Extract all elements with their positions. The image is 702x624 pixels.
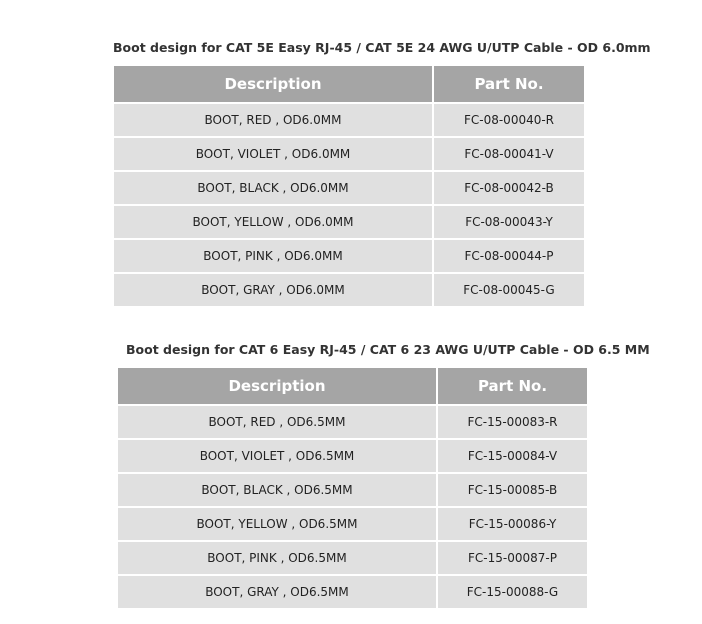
part-number-cell: FC-08-00044-P xyxy=(433,239,585,273)
part-number-cell: FC-15-00087-P xyxy=(437,541,588,575)
description-cell: BOOT, RED , OD6.0MM xyxy=(113,103,433,137)
description-cell: BOOT, YELLOW , OD6.0MM xyxy=(113,205,433,239)
table-header-row xyxy=(117,367,588,405)
part-number-cell: FC-08-00045-G xyxy=(433,273,585,307)
description-cell: BOOT, BLACK , OD6.5MM xyxy=(117,473,437,507)
table-row xyxy=(117,575,588,609)
description-cell: BOOT, PINK , OD6.0MM xyxy=(113,239,433,273)
part-number-cell: FC-08-00040-R xyxy=(433,103,585,137)
part-number-cell: FC-15-00083-R xyxy=(437,405,588,439)
description-cell: BOOT, YELLOW , OD6.5MM xyxy=(117,507,437,541)
description-cell: BOOT, GRAY , OD6.5MM xyxy=(117,575,437,609)
table-row xyxy=(117,473,588,507)
part-number-cell: FC-15-00088-G xyxy=(437,575,588,609)
table-row xyxy=(113,273,585,307)
table-row xyxy=(117,541,588,575)
part-number-cell: FC-15-00086-Y xyxy=(437,507,588,541)
column-header-description: Description xyxy=(117,367,437,405)
part-number-cell: FC-08-00043-Y xyxy=(433,205,585,239)
section-title-cat5e: Boot design for CAT 5E Easy RJ-45 / CAT 5E 24 AWG U/UTP Cable - OD 6.0mm xyxy=(113,40,651,55)
description-cell: BOOT, GRAY , OD6.0MM xyxy=(113,273,433,307)
description-cell: BOOT, VIOLET , OD6.5MM xyxy=(117,439,437,473)
description-cell: BOOT, VIOLET , OD6.0MM xyxy=(113,137,433,171)
table-row xyxy=(117,507,588,541)
column-header-description: Description xyxy=(113,65,433,103)
description-cell: BOOT, BLACK , OD6.0MM xyxy=(113,171,433,205)
table-row xyxy=(117,405,588,439)
table-header-row xyxy=(113,65,585,103)
description-cell: BOOT, PINK , OD6.5MM xyxy=(117,541,437,575)
part-number-cell: FC-15-00085-B xyxy=(437,473,588,507)
description-cell: BOOT, RED , OD6.5MM xyxy=(117,405,437,439)
table-row xyxy=(117,439,588,473)
table-row xyxy=(113,205,585,239)
part-number-cell: FC-15-00084-V xyxy=(437,439,588,473)
section-title-cat6: Boot design for CAT 6 Easy RJ-45 / CAT 6 23 AWG U/UTP Cable - OD 6.5 MM xyxy=(126,342,650,357)
table-row xyxy=(113,239,585,273)
column-header-part-no: Part No. xyxy=(437,367,588,405)
part-number-cell: FC-08-00041-V xyxy=(433,137,585,171)
table-row xyxy=(113,137,585,171)
column-header-part-no: Part No. xyxy=(433,65,585,103)
part-number-cell: FC-08-00042-B xyxy=(433,171,585,205)
parts-table-cat6 xyxy=(116,366,589,610)
table-row xyxy=(113,171,585,205)
table-row xyxy=(113,103,585,137)
parts-table-cat5e xyxy=(112,64,586,308)
